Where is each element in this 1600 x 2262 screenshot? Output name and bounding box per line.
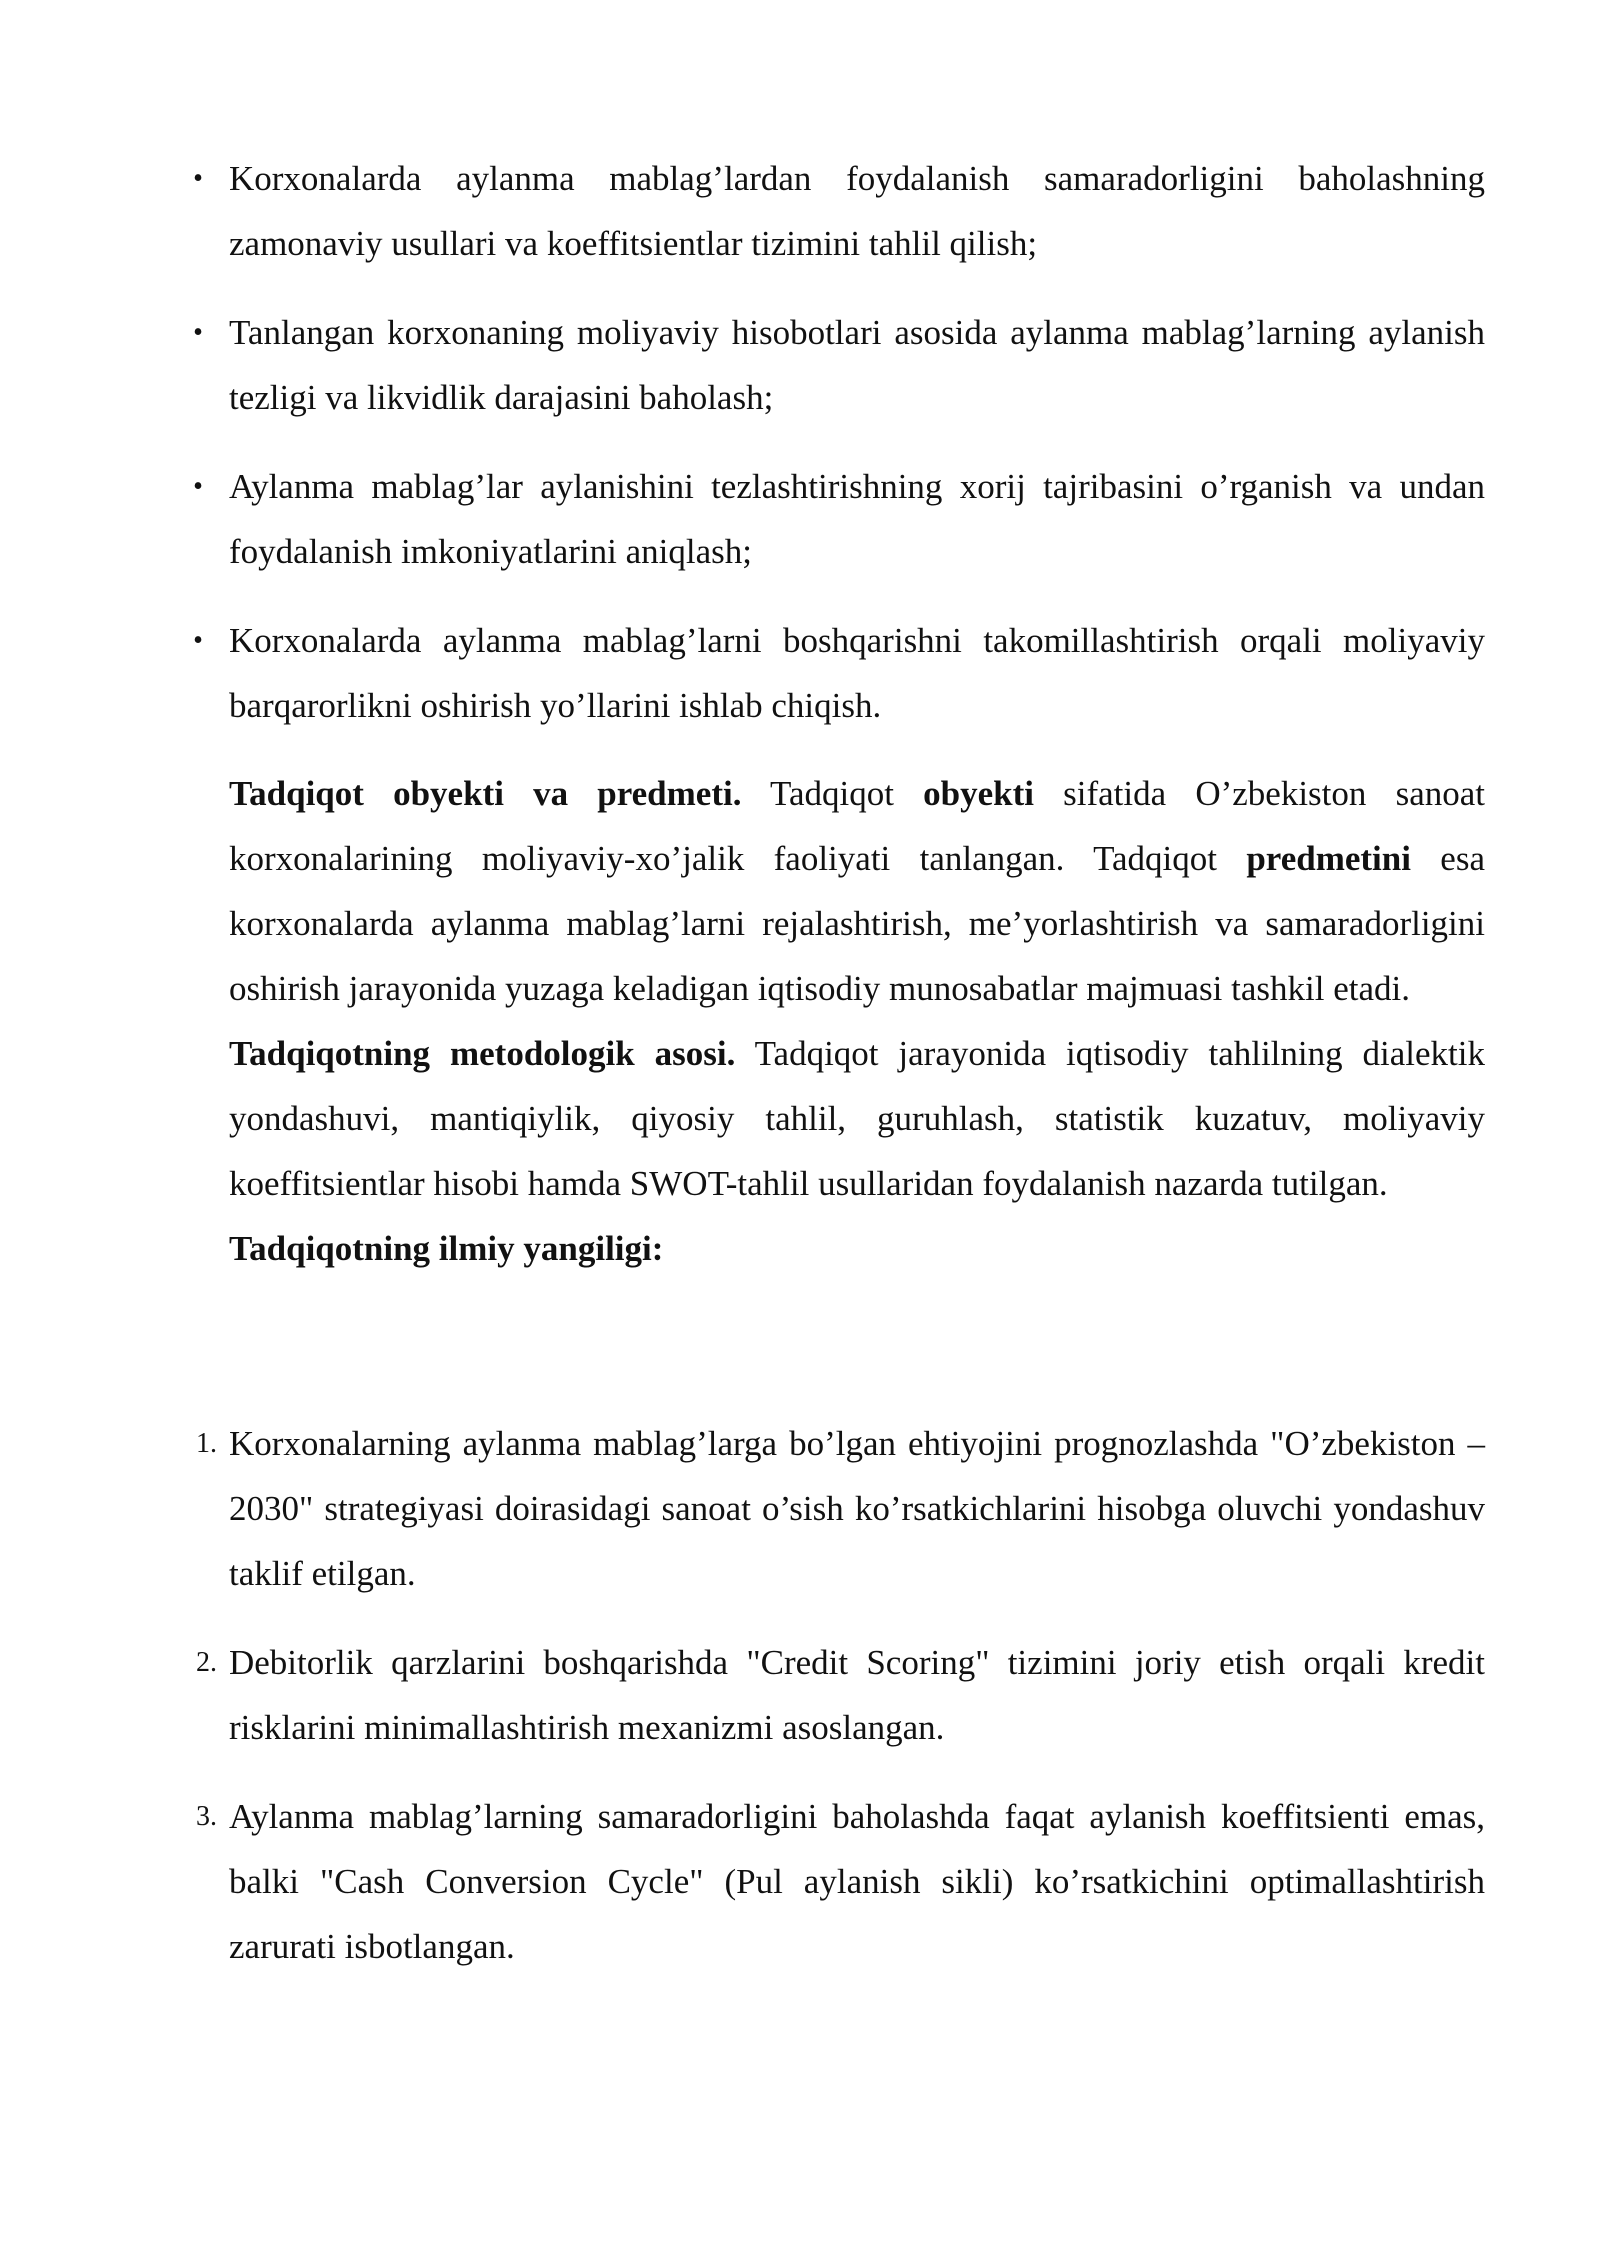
- method-paragraph: [229, 1021, 1485, 1216]
- bullet-text: Korxonalarda aylanma mablag’lardan foydalanish samaradorligini baholashning zamonaviy usullari va koeffitsientlar tizimini tahlil qilish;: [229, 159, 1485, 263]
- bullet-icon: •: [193, 625, 203, 656]
- object-text-3: esa korxonalarda aylanma mablag’larni rejalashtirish, me’yorlashtirish va samaradorligini oshirish jarayonida yuzaga keladigan iqtisodiy munosabatlar majmuasi tashkil etadi.: [229, 839, 1485, 1008]
- numbered-item: [196, 1630, 1485, 1760]
- bullet-text: Aylanma mablag’lar aylanishini tezlashtirishning xorij tajribasini o’rganish va undan foydalanish imkoniyatlarini aniqlash;: [229, 467, 1485, 571]
- bullet-text: Korxonalarda aylanma mablag’larni boshqarishni takomillashtirish orqali moliyaviy barqarorlikni oshirish yo’llarini ishlab chiqish.: [229, 621, 1485, 725]
- research-sections: [229, 761, 1485, 1281]
- object-paragraph: [229, 761, 1485, 1021]
- bullet-icon: •: [193, 471, 203, 502]
- bullet-icon: •: [193, 317, 203, 348]
- numbered-item-text: Aylanma mablag’larning samaradorligini baholashda faqat aylanish koeffitsienti emas, balki "Cash Conversion Cycle" (Pul aylanish sikli) ko’rsatkichini optimallashtirish zarurati isbotlangan.: [229, 1797, 1485, 1966]
- objectives-bullet-list: [0, 146, 1600, 762]
- novelty-numbered-list: [0, 1411, 1600, 2003]
- bullet-item: [193, 300, 1485, 430]
- novelty-title: Tadqiqotning ilmiy yangiligi:: [229, 1229, 664, 1268]
- list-number: 2.: [196, 1647, 217, 1678]
- numbered-item: [196, 1411, 1485, 1606]
- bullet-icon: •: [193, 163, 203, 194]
- object-bold-1: obyekti: [923, 774, 1034, 813]
- bullet-item: [193, 608, 1485, 738]
- numbered-item-text: Korxonalarning aylanma mablag’larga bo’lgan ehtiyojini prognozlashda "O’zbekiston – 2030" strategiyasi doirasidagi sanoat o’sish ko’rsatkichlarini hisobga oluvchi yondashuv taklif etilgan.: [229, 1424, 1485, 1593]
- bullet-item: [193, 146, 1485, 276]
- list-number: 3.: [196, 1801, 217, 1832]
- bullet-item: [193, 454, 1485, 584]
- object-bold-2: predmetini: [1246, 839, 1411, 878]
- bullet-text: Tanlangan korxonaning moliyaviy hisobotlari asosida aylanma mablag’larning aylanish tezligi va likvidlik darajasini baholash;: [229, 313, 1485, 417]
- numbered-item: [196, 1784, 1485, 1979]
- numbered-item-text: Debitorlik qarzlarini boshqarishda "Credit Scoring" tizimini joriy etish orqali kredit risklarini minimallashtirish mexanizmi asoslangan.: [229, 1643, 1485, 1747]
- object-heading: Tadqiqot obyekti va predmeti.: [229, 774, 742, 813]
- method-text: Tadqiqot jarayonida iqtisodiy tahlilning dialektik yondashuvi, mantiqiylik, qiyosiy tahlil, guruhlash, statistik kuzatuv, moliyaviy koeffitsientlar hisobi hamda SWOT-tahlil usullaridan foydalanish nazarda tutilgan.: [229, 1034, 1485, 1203]
- list-number: 1.: [196, 1428, 217, 1459]
- object-text-2: sifatida O’zbekiston sanoat korxonalarining moliyaviy-xo’jalik faoliyati tanlangan. Tadqiqot: [229, 774, 1485, 878]
- object-text-1: Tadqiqot: [741, 774, 924, 813]
- method-heading: Tadqiqotning metodologik asosi.: [229, 1034, 736, 1073]
